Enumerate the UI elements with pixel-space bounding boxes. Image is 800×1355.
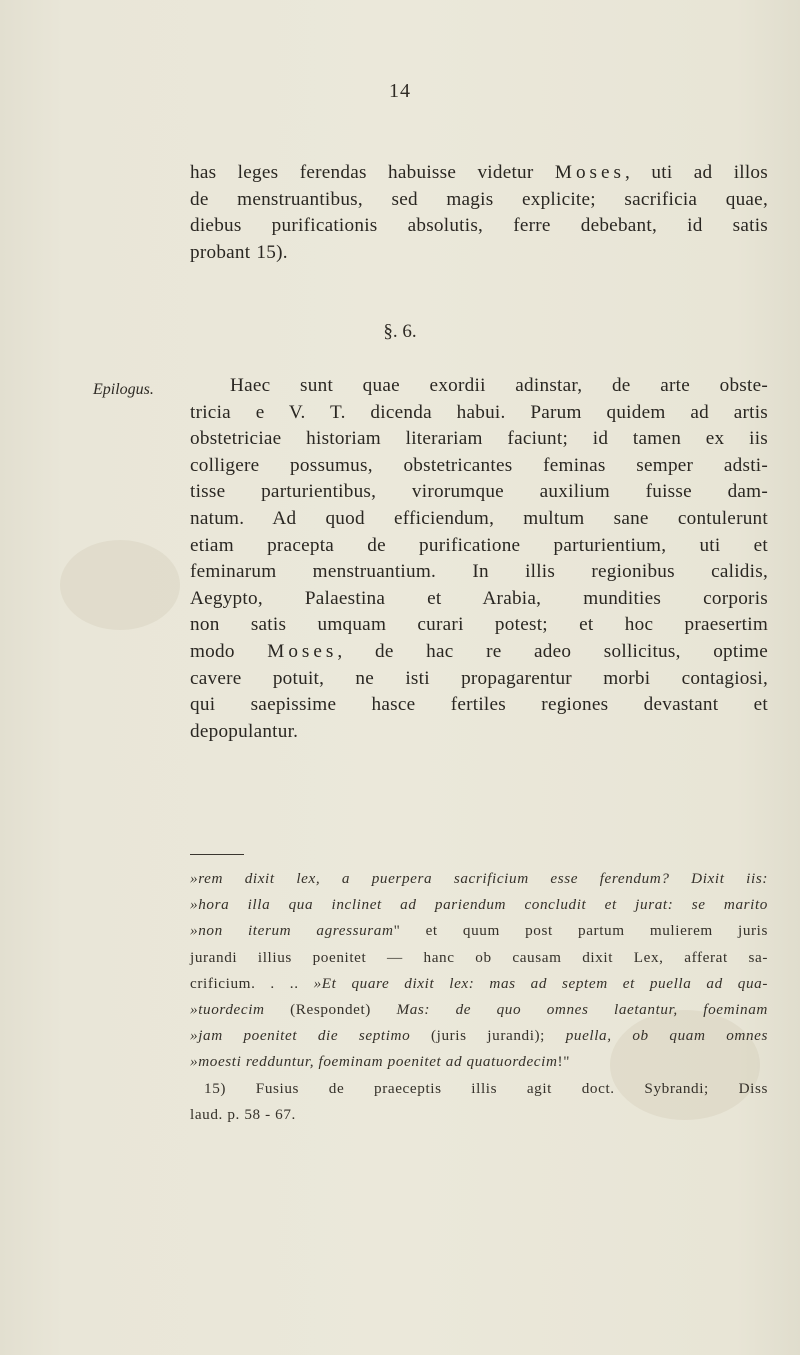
- footnote-line: »jam poenitet die septimo (juris jurandi); puella, ob quam omnes: [190, 1027, 768, 1045]
- text-line: Haec sunt quae exordii adinstar, de arte obste-: [230, 375, 768, 396]
- footnote-15: 15) Fusius de praeceptis illis agit doct. Sybrandi; Diss: [204, 1079, 768, 1097]
- paragraph-1: [190, 160, 768, 266]
- footnote-line: »moesti redduntur, foeminam poenitet ad quatuordecim!": [190, 1053, 571, 1071]
- name-moses: Moses: [554, 162, 625, 183]
- footnote-line: »rem dixit lex, a puerpera sacrificium esse ferendum? Dixit iis:: [190, 870, 768, 887]
- footnote-line: »hora illa qua inclinet ad pariendum concludit et jurat: se marito: [190, 896, 768, 914]
- text-line: depopulantur.: [190, 720, 299, 742]
- page-number: 14: [389, 80, 411, 102]
- text-line: Aegypto, Palaestina et Arabia, mundities corporis: [190, 587, 768, 609]
- margin-note: Epilogus.: [93, 381, 154, 398]
- text-line: modo Moses, de hac re adeo sollicitus, optime: [190, 640, 768, 662]
- footnote-line: crificium. . .. »Et quare dixit lex: mas ad septem et puella ad qua-: [190, 974, 768, 992]
- text-line: cavere potuit, ne isti propagarentur morbi contagiosi,: [190, 667, 768, 689]
- footnote-divider: [190, 854, 244, 855]
- footnote-line: »tuordecim (Respondet) Mas: de quo omnes laetantur, foeminam: [190, 1001, 768, 1019]
- text-line: has leges ferendas habuisse videtur Moses, uti ad illos: [190, 162, 768, 183]
- footnotes: [190, 866, 768, 1128]
- text-line: colligere possumus, obstetricantes feminas semper adsti-: [190, 454, 768, 476]
- text-line: natum. Ad quod efficiendum, multum sane contulerunt: [190, 507, 768, 529]
- text-line: feminarum menstruantium. In illis regionibus calidis,: [190, 561, 768, 583]
- text-line: non satis umquam curari potest; et hoc praesertim: [190, 614, 768, 636]
- footnote-line: jurandi illius poenitet — hanc ob causam dixit Lex, afferat sa-: [190, 948, 768, 966]
- footnote-line: laud. p. 58 - 67.: [190, 1105, 296, 1123]
- text-line: diebus purificationis absolutis, ferre debebant, id satis: [190, 215, 768, 237]
- text-line: obstetriciae historiam literariam faciunt; id tamen ex iis: [190, 428, 768, 450]
- text-line: etiam pracepta de purificatione parturientium, uti et: [190, 534, 768, 556]
- footnote-line: »non iterum agressuram" et quum post partum mulierem juris: [190, 922, 769, 940]
- text-line: qui saepissime hasce fertiles regiones devastant et: [190, 694, 768, 716]
- text-line: de menstruantibus, sed magis explicite; sacrificia quae,: [190, 188, 768, 210]
- text-line: tricia e V. T. dicenda habui. Parum quidem ad artis: [190, 401, 768, 423]
- paragraph-2: [190, 373, 768, 745]
- text-line: probant 15).: [190, 241, 288, 263]
- name-moses: Moses: [267, 640, 338, 662]
- paper-stain: [60, 540, 180, 630]
- text-line: tisse parturientibus, virorumque auxilium fuisse dam-: [190, 481, 768, 503]
- section-heading: §. 6.: [383, 321, 417, 342]
